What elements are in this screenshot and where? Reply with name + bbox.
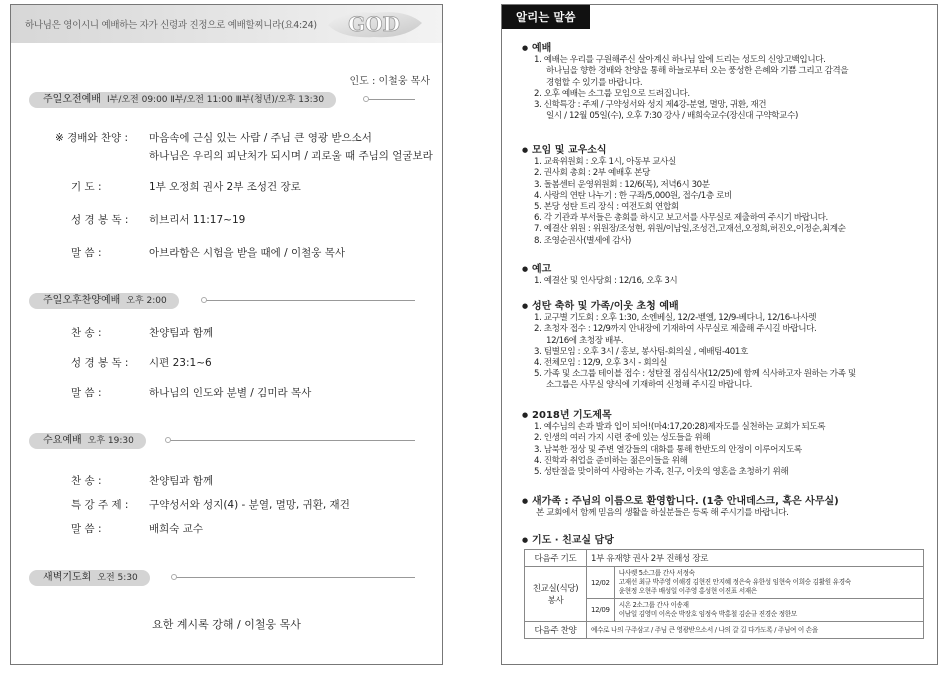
row-sermon: 말 씀 : [71,523,102,535]
notice-line: 2. 오후 예배는 소그룹 모임으로 드려집니다. [534,88,690,99]
section-afternoon-worship: 주일오후찬양예배 오후 2:00 [29,293,429,309]
motto-text: 하나님은 영이시니 예배하는 자가 신령과 진정으로 예배할찌니라(요4:24) [25,20,317,31]
notice-heading: ● 성탄 축하 및 가족/이웃 초청 예배 [522,301,931,312]
row-hymn-value: 찬양팀과 함께 [149,327,214,339]
row-hymn: 찬 송 : [71,475,102,487]
fellowship-label: 친교실(식당) 봉사 [525,567,587,622]
notice-line: 6. 각 기관과 부서들은 총회를 하시고 보고서를 사무실로 제출하여 주시기 바랍니다. [534,213,828,224]
notice-line: 1. 교구별 기도회 : 오후 1:30, 소엔베실, 12/2-벧엘, 12/9-베다니, 12/16-나사렛 [534,313,817,324]
row-scripture: 성 경 봉 독 : [71,214,129,226]
worship-order-panel [10,4,443,665]
row-sermon-value: 아브라함은 시험을 받을 때에 / 이철웅 목사 [149,247,345,259]
row-praise-value-2: 하나님은 우리의 피난처가 되시며 / 괴로울 때 주님의 얼굴보라 [149,150,433,162]
notice-line: 하나님을 향한 경배와 찬양을 통해 하늘로부터 오는 풍성한 은혜와 기쁨 그리고 감격을 [546,66,849,77]
next-praise-value: 예수로 나의 구주삼고 / 주님 큰 영광받으소서 / 나의 갈 길 다가도록 / 주님여 이 손을 [587,622,924,639]
notice-heading: ● 기도 · 친교실 담당 [522,535,931,546]
row-sermon-value: 하나님의 인도와 분별 / 김미라 목사 [149,387,312,399]
notice-line: 5. 가족 및 소그룹 테이블 접수 : 성탄절 점심식사(12/25)에 함께 식사하고자 원하는 가족 및 [534,369,856,380]
notice-section [522,301,931,392]
fellowship-date: 12/09 [587,599,615,622]
notice-section [522,264,931,287]
notice-heading: ● 예배 [522,43,931,54]
notice-line: 3. 팀별모임 : 오후 3시 / 홍보, 봉사팀-회의실 , 예배팀-401호 [534,346,748,357]
notice-line: 3. 남북한 정상 및 주변 열강들의 대화를 통해 한반도의 안정이 이루어지도록 [534,444,802,455]
prayer-duty-table [524,549,924,639]
notices-panel [501,4,938,665]
notice-line: 본 교회에서 함께 믿음의 생활을 하실분들은 등록 해 주시기를 바랍니다. [536,508,789,519]
god-logo [324,7,424,41]
section-wednesday-worship: 수요예배 오후 19:30 [29,433,429,449]
notice-heading: ● 새가족 : 주님의 이름으로 환영합니다. (1층 안내데스크, 혹은 사무실) [522,496,931,507]
row-hymn-value: 찬양팀과 함께 [149,475,214,487]
next-praise-label: 다음주 찬양 [525,622,587,639]
notice-line: 4. 사랑의 연탄 나누기 : 한 구좌/5,000원, 접수/1층 로비 [534,190,732,201]
row-lecture-topic-value: 구약성서와 성지(4) - 분열, 멸망, 귀환, 재건 [149,499,350,511]
row-sermon: 말 씀 : [71,387,102,399]
section-time: Ⅰ부/오전 09:00 Ⅱ부/오전 11:00 Ⅲ부(청년)/오후 13:30 [106,95,325,105]
notice-line: 1. 예결산 및 인사당회 : 12/16, 오후 3시 [534,276,678,287]
row-sermon-value: 배희숙 교수 [149,523,204,535]
notice-line: 소그룹은 사무실 양식에 기재하여 신청해 주시길 바랍니다. [546,380,752,391]
section-morning-worship [29,92,429,108]
leader-text: 인도 : 이철웅 목사 [349,76,430,87]
row-scripture-value: 시편 23:1~6 [149,357,212,369]
fellowship-date: 12/02 [587,567,615,599]
section-dawn-prayer: 새벽기도회 오전 5:30 [29,570,429,586]
row-scripture-value: 히브리서 11:17~19 [149,214,246,226]
svg-text:GOD: GOD [348,12,400,36]
notice-line: 4. 진학과 취업을 준비하는 젊은이들을 위해 [534,455,688,466]
notice-line: 2. 초청자 접수 : 12/9까지 안내장에 기재하여 사무실로 제출해 주시길 바랍니다. [534,324,817,335]
notice-line: 5. 성탄절을 맞이하여 사랑하는 가족, 친구, 이웃의 영혼을 초청하기 위해 [534,467,789,478]
next-prayer-label: 다음주 기도 [525,550,587,567]
notice-line: 3. 돌봄센터 운영위원회 : 12/6(목), 저녁6시 30분 [534,179,710,190]
notice-heading: ● 2018년 기도제목 [522,410,931,421]
notice-line: 5. 본당 성탄 트리 장식 : 여전도회 연합회 [534,202,679,213]
notice-line: 8. 조영순권사(별세에 감사) [534,235,631,246]
notice-section [522,496,931,519]
closing-text: 요한 계시록 강해 / 이철웅 목사 [152,618,301,631]
row-scripture: 성 경 봉 독 : [71,357,129,369]
notice-section [522,535,931,547]
notice-line: 1. 예배는 우리를 구원해주신 살아계신 하나님 앞에 드리는 성도의 신앙고백입니다. [534,55,826,66]
row-praise-value: 마음속에 근심 있는 사람 / 주님 큰 영광 받으소서 [149,132,372,144]
row-sermon: 말 씀 : [71,247,102,259]
row-lecture-topic: 특 강 주 제 : [71,499,129,511]
row-prayer: 기 도 : [71,181,102,193]
notice-section [522,410,931,478]
notices-title: 알리는 말씀 [502,5,590,29]
notice-line: 7. 예결산 위원 : 위원장/조성현, 위원/이남일,조성건,고재선,오정희,허진오,이정순,최계순 [534,224,846,235]
row-praise: ※ 경배와 찬양 : [55,132,129,144]
fellowship-names: 나사렛 5소그룹 간사 서정숙 고재선 최규 박주영 이해경 김현진 안지혜 정은숙 유한성 임현숙 이희승 김활원 유경숙 윤현정 오현주 배성일 이주영 홍성현 이진표 서재은 [614,567,923,599]
row-hymn: 찬 송 : [71,327,102,339]
fellowship-names: 시온 2소그룹 간사 이송재 이남일 김영미 이옥순 박장호 임정숙 박홍철 김순규 진경순 정한모 [614,599,923,622]
notice-line: 1. 교육위원회 : 오후 1시, 아동부 교사실 [534,157,676,168]
notice-line: 12/16에 초청장 배부. [546,335,624,346]
next-prayer-value: 1부 유재향 권사 2부 진해성 장로 [587,550,924,567]
notice-line: 3. 신학특강 : 주제 / 구약성서와 성지 제4강-분열, 멸망, 귀환, 재건 [534,100,767,111]
notice-line: 1. 예수님의 손과 발과 입이 되어!(마4:17,20:28)제자도를 실천하는 교회가 되도록 [534,422,826,433]
notice-line: 4. 전체모임 : 12/9, 오후 3시 - 회의실 [534,358,668,369]
notice-line: 경험할 수 있기를 바랍니다. [546,77,643,88]
row-prayer-value: 1부 오정희 권사 2부 조성건 장로 [149,181,301,193]
notice-section [522,43,931,122]
notice-heading: ● 모임 및 교우소식 [522,145,931,156]
notice-line: 2. 권사회 총회 : 2부 예배후 본당 [534,168,650,179]
header-banner [11,5,442,43]
notice-section [522,145,931,247]
section-title: 주일오전예배 [43,94,101,105]
notice-line: 일시 / 12월 05일(수), 오후 7:30 강사 / 배희숙교수(장신대 구약학교수) [546,111,798,122]
notice-line: 2. 인생의 여러 가지 시련 중에 있는 성도들을 위해 [534,433,711,444]
notice-heading: ● 예고 [522,264,931,275]
